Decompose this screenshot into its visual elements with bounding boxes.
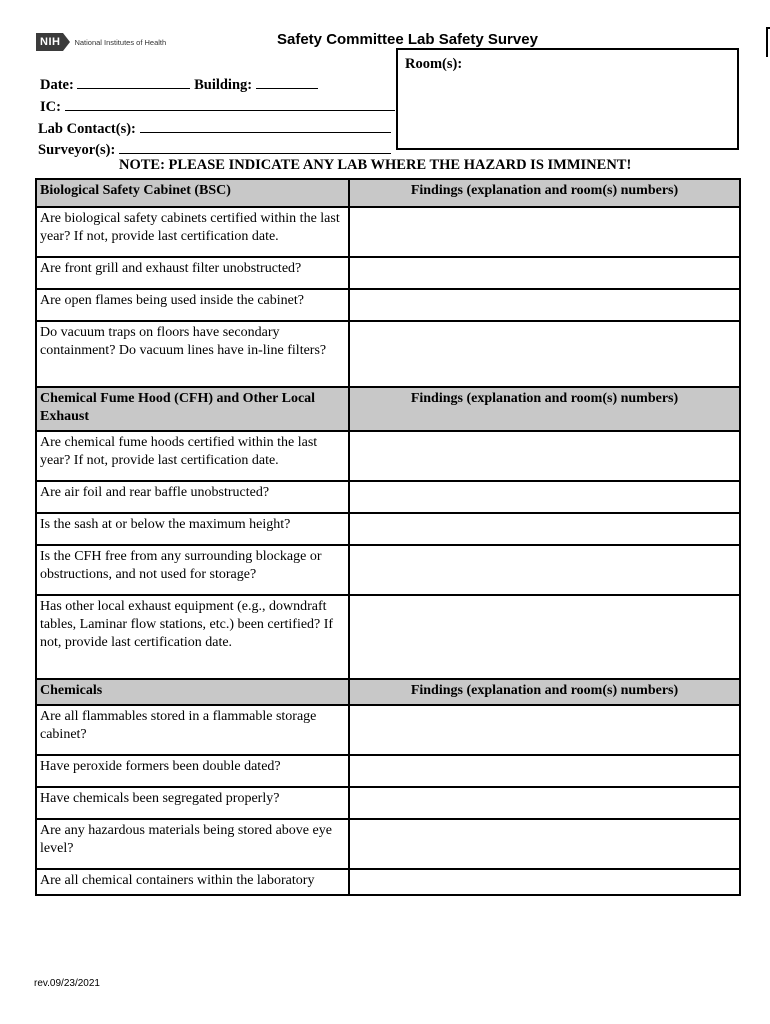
table-row <box>36 481 740 513</box>
findings-header: Findings (explanation and room(s) numbers) <box>349 387 740 431</box>
ic-field[interactable] <box>65 96 395 111</box>
section-title: Biological Safety Cabinet (BSC) <box>36 179 349 207</box>
findings-cell[interactable] <box>349 545 740 595</box>
nih-logo-text: National Institutes of Health <box>74 37 167 47</box>
table-row <box>36 819 740 869</box>
surveyor-field[interactable] <box>119 139 391 154</box>
table-row <box>36 755 740 787</box>
table-row <box>36 289 740 321</box>
question-text: Is the sash at or below the maximum height? <box>36 513 349 545</box>
findings-cell[interactable] <box>349 595 740 679</box>
lab-contact-label: Lab Contact(s): <box>38 121 136 137</box>
section-title: Chemicals <box>36 679 349 705</box>
surveyor-label: Surveyor(s): <box>38 142 116 158</box>
ic-label: IC: <box>40 99 61 115</box>
survey-table <box>35 178 741 896</box>
findings-header: Findings (explanation and room(s) numbers) <box>349 679 740 705</box>
table-row <box>36 207 740 257</box>
findings-cell[interactable] <box>349 755 740 787</box>
table-row <box>36 595 740 679</box>
findings-cell[interactable] <box>349 869 740 895</box>
findings-cell[interactable] <box>349 257 740 289</box>
findings-header: Findings (explanation and room(s) numbers) <box>349 179 740 207</box>
findings-cell[interactable] <box>349 513 740 545</box>
question-text: Have peroxide formers been double dated? <box>36 755 349 787</box>
question-text: Are open flames being used inside the cabinet? <box>36 289 349 321</box>
question-text: Is the CFH free from any surrounding blockage or obstructions, and not used for storage? <box>36 545 349 595</box>
building-field[interactable] <box>256 74 318 89</box>
building-label: Building: <box>194 77 253 93</box>
question-text: Are air foil and rear baffle unobstructed? <box>36 481 349 513</box>
table-row <box>36 545 740 595</box>
lab-contact-row <box>38 118 391 138</box>
date-label: Date: <box>40 77 74 93</box>
nih-badge-icon <box>36 32 70 52</box>
question-text: Are chemical fume hoods certified within the last year? If not, provide last certification date. <box>36 431 349 481</box>
surveyor-row <box>38 139 391 159</box>
findings-cell[interactable] <box>349 481 740 513</box>
findings-cell[interactable] <box>349 207 740 257</box>
nih-badge-text: NIH <box>36 33 63 51</box>
section-header-chemicals <box>36 679 740 705</box>
revision-date: rev.09/23/2021 <box>34 978 100 989</box>
question-text: Has other local exhaust equipment (e.g., downdraft tables, Laminar flow stations, etc.) been certified? If not, provide last certification date. <box>36 595 349 679</box>
findings-cell[interactable] <box>349 431 740 481</box>
rooms-label: Room(s): <box>405 56 463 72</box>
section-header-bsc <box>36 179 740 207</box>
nih-arrow-icon <box>63 33 70 51</box>
date-field[interactable] <box>77 74 190 89</box>
table-row <box>36 431 740 481</box>
ic-row <box>40 96 395 116</box>
section-header-cfh <box>36 387 740 431</box>
edge-mark <box>766 27 770 57</box>
table-row <box>36 321 740 387</box>
question-text: Are any hazardous materials being stored above eye level? <box>36 819 349 869</box>
date-building-row <box>40 74 318 94</box>
nih-logo <box>36 31 166 53</box>
table-row <box>36 705 740 755</box>
question-text: Have chemicals been segregated properly? <box>36 787 349 819</box>
imminent-hazard-note: NOTE: PLEASE INDICATE ANY LAB WHERE THE HAZARD IS IMMINENT! <box>119 157 632 173</box>
findings-cell[interactable] <box>349 289 740 321</box>
findings-cell[interactable] <box>349 787 740 819</box>
question-text: Do vacuum traps on floors have secondary containment? Do vacuum lines have in-line filters? <box>36 321 349 387</box>
question-text: Are front grill and exhaust filter unobstructed? <box>36 257 349 289</box>
lab-contact-field[interactable] <box>140 118 391 133</box>
page-title: Safety Committee Lab Safety Survey <box>277 31 538 48</box>
table-row <box>36 869 740 895</box>
section-title: Chemical Fume Hood (CFH) and Other Local Exhaust <box>36 387 349 431</box>
findings-cell[interactable] <box>349 321 740 387</box>
table-row <box>36 787 740 819</box>
question-text: Are biological safety cabinets certified within the last year? If not, provide last certification date. <box>36 207 349 257</box>
table-row <box>36 513 740 545</box>
findings-cell[interactable] <box>349 705 740 755</box>
table-row <box>36 257 740 289</box>
question-text: Are all flammables stored in a flammable storage cabinet? <box>36 705 349 755</box>
question-text: Are all chemical containers within the laboratory <box>36 869 349 895</box>
findings-cell[interactable] <box>349 819 740 869</box>
